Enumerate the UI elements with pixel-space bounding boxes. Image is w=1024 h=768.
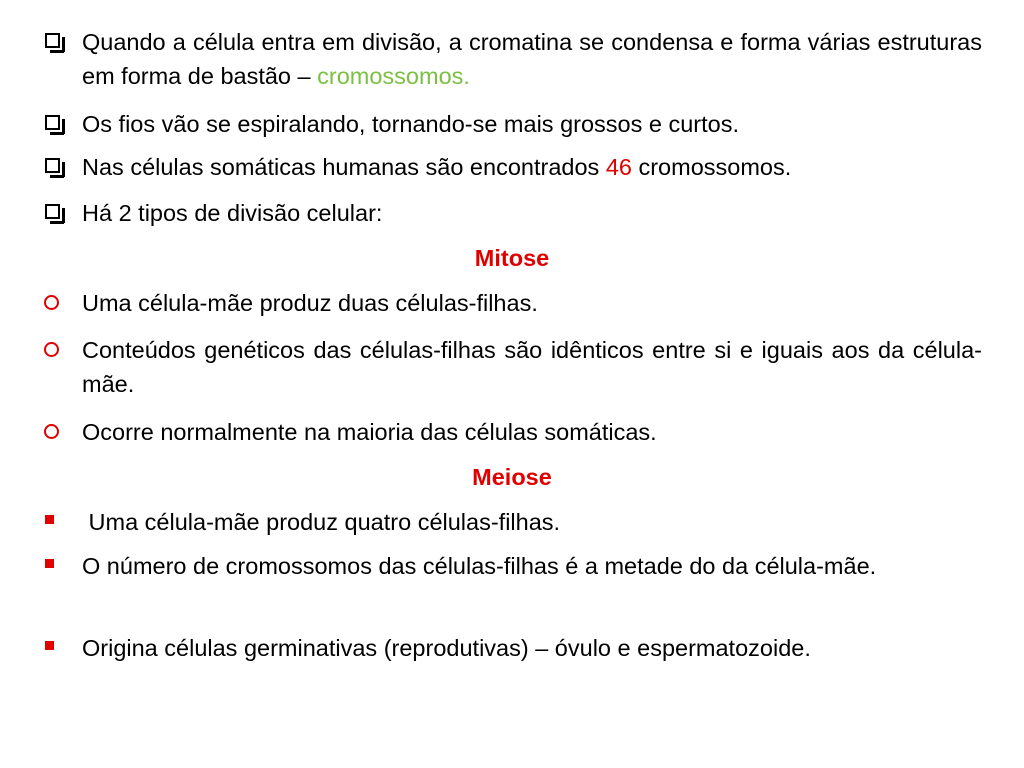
meiose-item-3-text: Origina células germinativas (reprodutivas) – óvulo e espermatozoide. — [82, 635, 811, 661]
mitose-item-2 — [44, 333, 982, 401]
square-bullet-icon — [44, 631, 74, 665]
intro-item-3-before: Nas células somáticas humanas são encontrados — [82, 154, 606, 180]
circle-bullet-icon — [44, 286, 74, 320]
intro-item-3 — [44, 150, 982, 184]
mitose-heading: Mitose — [474, 245, 550, 271]
intro-item-1-highlight: cromossomos. — [317, 63, 470, 89]
intro-item-4-text: Há 2 tipos de divisão celular: — [82, 200, 383, 226]
intro-item-4 — [44, 196, 982, 230]
meiose-item-1-text: Uma célula-mãe produz quatro células-filhas. — [82, 509, 561, 535]
meiose-item-2 — [44, 549, 982, 583]
mitose-item-3-text: Ocorre normalmente na maioria das células somáticas. — [82, 419, 657, 445]
meiose-heading: Meiose — [472, 464, 552, 490]
intro-item-2 — [44, 107, 982, 141]
circle-bullet-icon — [44, 415, 74, 449]
mitose-item-1 — [44, 286, 982, 320]
meiose-item-1 — [44, 505, 982, 539]
mitose-item-1-text: Uma célula-mãe produz duas células-filhas. — [82, 290, 538, 316]
circle-bullet-icon — [44, 333, 74, 367]
checkbox-icon — [44, 196, 74, 230]
intro-item-1-body: Quando a célula entra em divisão, a cromatina se condensa e forma várias estruturas em forma de bastão – — [82, 29, 982, 89]
checkbox-icon — [44, 150, 74, 184]
checkbox-icon — [44, 25, 74, 59]
intro-item-2-text: Os fios vão se espiralando, tornando-se mais grossos e curtos. — [82, 111, 740, 137]
intro-item-3-text — [82, 150, 982, 184]
meiose-item-2-text: O número de cromossomos das células-filhas é a metade do da célula-mãe. — [82, 553, 877, 579]
square-bullet-icon — [44, 549, 74, 583]
square-bullet-icon — [44, 505, 74, 539]
intro-item-3-after: cromossomos. — [631, 154, 792, 180]
intro-item-1-text — [82, 25, 982, 93]
intro-item-1 — [44, 25, 982, 93]
meiose-item-3 — [44, 631, 982, 665]
chromosome-count: 46 — [605, 154, 632, 180]
checkbox-icon — [44, 107, 74, 141]
mitose-item-3 — [44, 415, 982, 449]
mitose-item-2-text: Conteúdos genéticos das células-filhas são idênticos entre si e iguais aos da célula- mãe. — [82, 337, 982, 397]
